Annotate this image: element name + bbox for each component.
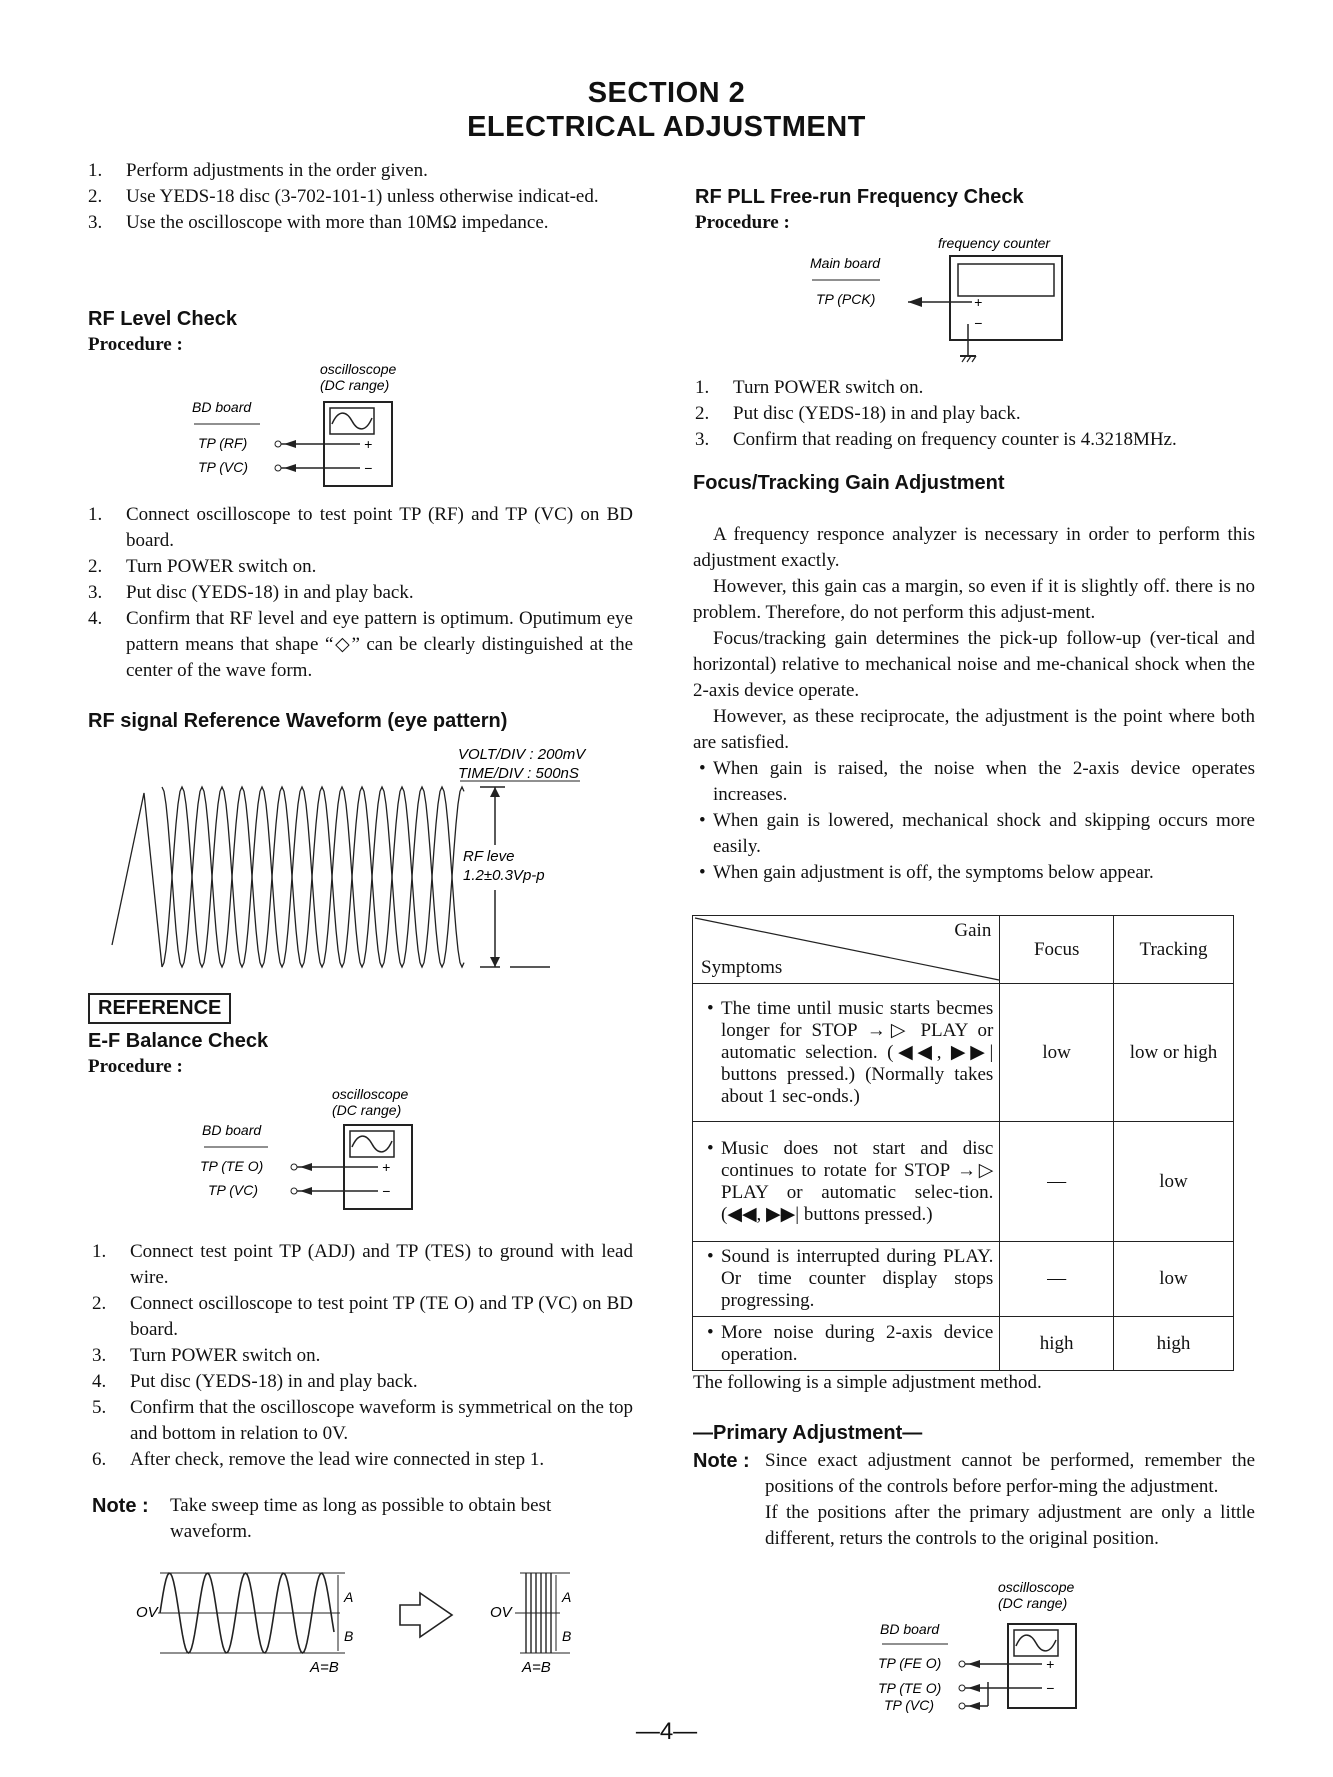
rf-pll-step: 3. Confirm that reading on frequency counter is 4.3218MHz. [695, 429, 1177, 450]
table-row [693, 1122, 1234, 1242]
balance-equation: A=B [310, 1659, 339, 1675]
rf-level-heading: RF Level Check [88, 308, 237, 330]
tracking-gain-value: high [1113, 1317, 1233, 1371]
ef-balance-steps [92, 1239, 633, 1473]
minus-terminal: − [382, 1183, 391, 1199]
table-row [693, 1317, 1234, 1371]
focus-gain-value: — [1000, 1242, 1114, 1317]
plus-terminal: + [382, 1159, 391, 1175]
ef-balance-step: 3. Turn POWER switch on. [92, 1345, 321, 1366]
zero-volt-label: OV [136, 1604, 158, 1621]
eye-pattern-diagram [110, 745, 630, 985]
tracking-gain-value: low [1113, 1122, 1233, 1242]
focus-gain-value: — [1000, 1122, 1114, 1242]
range-label: (DC range) [332, 1102, 402, 1118]
intro-steps [88, 158, 633, 236]
plus-terminal: + [364, 436, 373, 452]
tp-te-label: TP (TE O) [878, 1680, 942, 1696]
ef-balance-step: 6. After check, remove the lead wire connected in step 1. [92, 1449, 545, 1470]
symptom-text: • The time until music starts becmes longer for STOP →▷ PLAY or automatic selection. (◀◀, ▶▶| buttons pressed.) (Normally takes about 1 sec-onds.) [701, 998, 993, 1108]
volt-div-label: VOLT/DIV : 200mV [458, 746, 586, 763]
rf-level-step: 2. Turn POWER switch on. [88, 556, 317, 577]
rf-level-step: 4. Confirm that RF level and eye pattern is optimum. Oputimum eye pattern means that shape “◇” can be clearly distinguished at the center of the wave form. [88, 608, 633, 681]
table-corner-cell [693, 916, 1000, 984]
oscilloscope-box [1008, 1624, 1076, 1708]
note-line: If the positions after the primary adjustment are only a little different, returs the controls to the original position. [765, 1502, 1255, 1549]
eye-pattern-waveform [112, 787, 464, 967]
ef-balance-step: 2. Connect oscilloscope to test point TP (TE O) and TP (VC) on BD board. [92, 1293, 633, 1340]
tp-vc-label: TP (VC) [198, 459, 249, 475]
paragraph: Focus/tracking gain determines the pick-up follow-up (ver-tical and horizontal) relative to mechanical noise and me-chanical shock when the 2-axis device operate. [693, 628, 1255, 701]
ef-balance-step: 1. Connect test point TP (ADJ) and TP (TES) to ground with lead wire. [92, 1241, 633, 1288]
instrument-label: frequency counter [938, 235, 1051, 251]
zero-volt-label: OV [490, 1604, 512, 1621]
tp-fe-label: TP (FE O) [878, 1655, 942, 1671]
rf-level-steps [88, 502, 633, 684]
range-label: (DC range) [320, 377, 390, 393]
intro-step: 3. Use the oscilloscope with more than 10MΩ impedance. [88, 212, 549, 233]
board-label: BD board [202, 1122, 262, 1138]
rf-level-step: 3. Put disc (YEDS-18) in and play back. [88, 582, 414, 603]
symptom-text: • More noise during 2-axis device operation. [701, 1322, 993, 1366]
gain-symptoms-table [692, 915, 1234, 1371]
tp-pck-label: TP (PCK) [816, 291, 876, 307]
tp-vc-label: TP (VC) [208, 1182, 259, 1198]
ef-balance-procedure-label: Procedure : [88, 1056, 183, 1077]
bullet-item: • When gain adjustment is off, the symptoms below appear. [693, 860, 1255, 886]
symptom-text: • Sound is interrupted during PLAY. Or time counter display stops progressing. [701, 1246, 993, 1312]
rf-level-procedure-label: Procedure : [88, 334, 183, 355]
instrument-label: oscilloscope [320, 361, 397, 377]
corner-gain-label: Gain [954, 920, 992, 941]
frequency-counter-box [950, 256, 1062, 340]
tracking-gain-value: low [1113, 1242, 1233, 1317]
focus-tracking-heading: Focus/Tracking Gain Adjustment [693, 472, 1005, 494]
column-header-tracking: Tracking [1113, 916, 1233, 984]
amplitude-b-label: B [562, 1628, 572, 1644]
rf-level-label: RF leve [463, 848, 515, 865]
simple-method-text: The following is a simple adjustment method. [693, 1372, 1042, 1393]
instrument-label: oscilloscope [998, 1579, 1075, 1595]
focus-gain-value: low [1000, 984, 1114, 1122]
focus-tracking-text [693, 522, 1255, 886]
plus-terminal: + [1046, 1656, 1055, 1672]
rf-pll-connection-diagram [800, 232, 1080, 372]
balance-waveform-diagram [130, 1565, 610, 1675]
amplitude-b-label: B [344, 1628, 354, 1644]
ef-balance-step: 5. Confirm that the oscilloscope waveform is symmetrical on the top and bottom in relation to 0V. [92, 1397, 633, 1444]
ef-note-text: Take sweep time as long as possible to obtain best waveform. [170, 1495, 552, 1542]
table-row [693, 1242, 1234, 1317]
minus-terminal: − [364, 460, 373, 476]
ef-balance-step: 4. Put disc (YEDS-18) in and play back. [92, 1371, 418, 1392]
tp-vc-label: TP (VC) [884, 1697, 935, 1713]
tracking-gain-value: low or high [1113, 984, 1233, 1122]
arrow-right-icon [400, 1593, 452, 1637]
column-header-focus: Focus [1000, 916, 1114, 984]
reference-badge: REFERENCE [88, 993, 231, 1024]
minus-terminal: − [1046, 1680, 1055, 1696]
ef-balance-heading: E-F Balance Check [88, 1030, 269, 1052]
instrument-label: oscilloscope [332, 1086, 409, 1102]
range-label: (DC range) [998, 1595, 1068, 1611]
paragraph: However, this gain cas a margin, so even if it is slightly off. there is no problem. Therefore, do not perform this adjust-ment. [693, 576, 1255, 623]
section-number: SECTION 2 [587, 77, 746, 109]
rf-pll-heading: RF PLL Free-run Frequency Check [695, 186, 1024, 208]
table-row [693, 984, 1234, 1122]
plus-terminal: + [974, 294, 983, 310]
board-label: BD board [192, 399, 252, 415]
paragraph: A frequency responce analyzer is necessary in order to perform this adjustment exactly. [693, 524, 1255, 571]
bullet-item: • When gain is raised, the noise when the 2-axis device operates increases. [693, 756, 1255, 808]
amplitude-a-label: A [562, 1589, 572, 1605]
page-number: —4— [635, 1718, 698, 1745]
time-div-label: TIME/DIV : 500nS [458, 765, 579, 782]
primary-adjustment-heading: —Primary Adjustment— [693, 1422, 923, 1444]
corner-symptoms-label: Symptoms [701, 957, 783, 978]
rf-pll-step: 1. Turn POWER switch on. [695, 377, 924, 398]
intro-step: 1. Perform adjustments in the order given. [88, 160, 428, 181]
board-label: BD board [880, 1621, 940, 1637]
rf-level-connection-diagram [180, 360, 420, 490]
primary-connection-diagram [870, 1578, 1130, 1726]
balance-equation: A=B [522, 1659, 551, 1675]
board-label: Main board [810, 255, 881, 271]
ef-balance-connection-diagram [196, 1085, 436, 1215]
tp-te-label: TP (TE O) [200, 1158, 264, 1174]
symptom-text: • Music does not start and disc continues to rotate for STOP →▷ PLAY or automatic selec-tion. (◀◀, ▶▶| buttons pressed.) [701, 1138, 993, 1226]
rf-pll-step: 2. Put disc (YEDS-18) in and play back. [695, 403, 1021, 424]
bullet-item: • When gain is lowered, mechanical shock and skipping occurs more easily. [693, 808, 1255, 860]
table-header-row [693, 916, 1234, 984]
rf-pll-steps [695, 375, 1255, 453]
rf-waveform-heading: RF signal Reference Waveform (eye pattern) [88, 710, 508, 732]
focus-gain-value: high [1000, 1317, 1114, 1371]
rf-pll-procedure-label: Procedure : [695, 212, 790, 233]
note-line: Since exact adjustment cannot be performed, remember the positions of the controls before perfor-ming the adjustment. [765, 1450, 1255, 1497]
primary-note-text [765, 1448, 1255, 1552]
amplitude-a-label: A [344, 1589, 354, 1605]
page-title: ELECTRICAL ADJUSTMENT [467, 111, 866, 143]
ef-note-label: Note : [92, 1495, 149, 1517]
tp-rf-label: TP (RF) [198, 435, 248, 451]
frequency-counter-display [958, 264, 1054, 296]
intro-step: 2. Use YEDS-18 disc (3-702-101-1) unless otherwise indicat-ed. [88, 186, 599, 207]
primary-note-label: Note : [693, 1450, 750, 1472]
minus-terminal: − [974, 315, 983, 331]
rf-level-value: 1.2±0.3Vp-p [463, 867, 545, 884]
paragraph: However, as these reciprocate, the adjustment is the point where both are satisfied. [693, 706, 1255, 753]
rf-level-step: 1. Connect oscilloscope to test point TP (RF) and TP (VC) on BD board. [88, 504, 633, 551]
